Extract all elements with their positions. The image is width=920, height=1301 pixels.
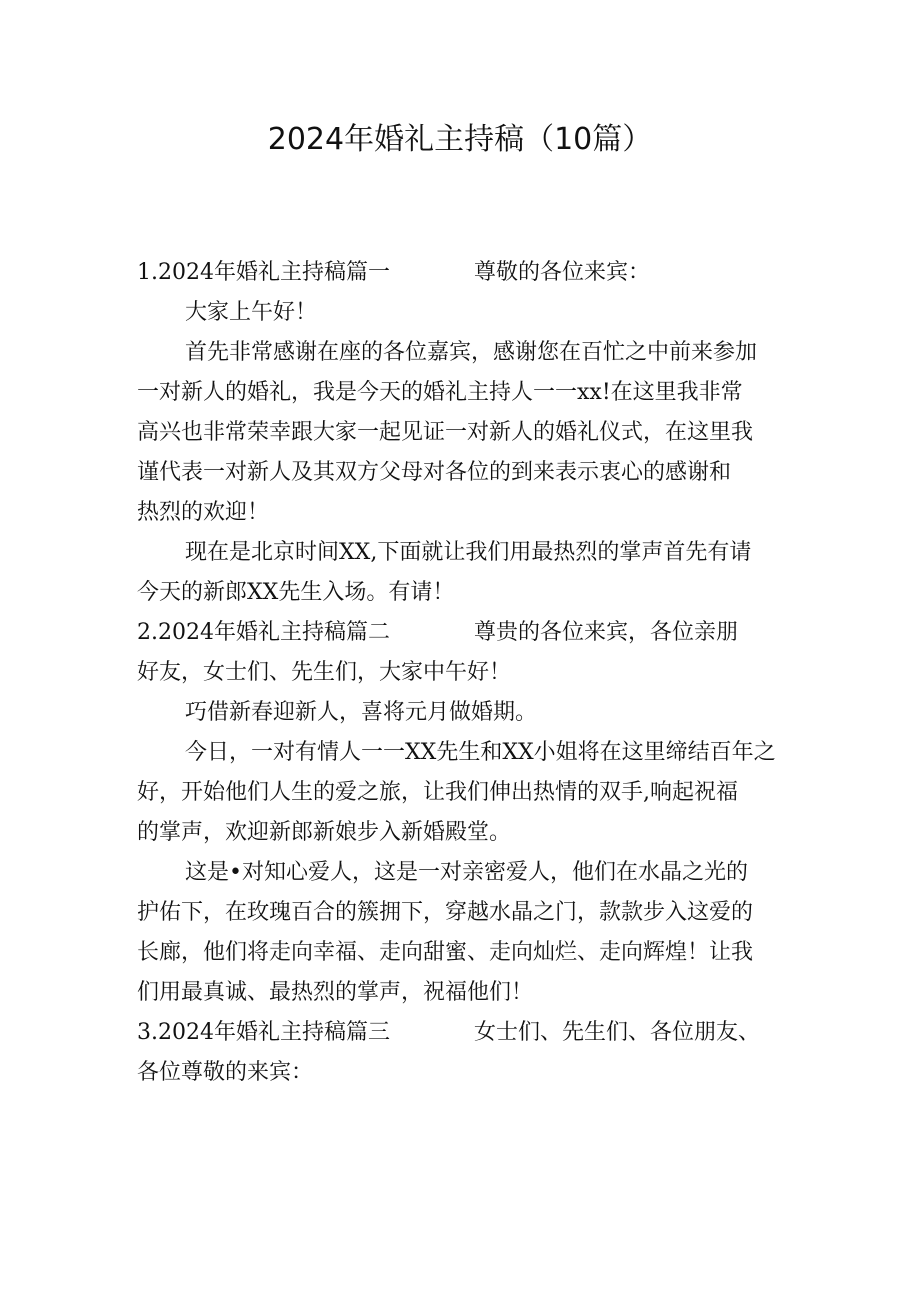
section-heading-label: 2.2024年婚礼主持稿篇二: [137, 620, 390, 645]
section-heading-trailing-text: 尊敬的各位来宾：: [474, 260, 651, 285]
paragraph-line: 们用最真诚、最热烈的掌声，祝福他们！: [137, 980, 534, 1005]
section-heading-1: [137, 253, 787, 293]
paragraph-line: 谨代表一对新人及其双方父母对各位的到来表示衷心的感谢和: [137, 460, 732, 485]
paragraph-line: 现在是北京时间XX,下面就让我们用最热烈的掌声首先有请: [185, 540, 752, 565]
paragraph-line: 热烈的欢迎！: [137, 500, 270, 525]
section-heading-trailing-text: 女士们、先生们、各位朋友、: [474, 1020, 761, 1045]
paragraph-line: 今日，一对有情人一一XX先生和XX小姐将在这里缔结百年之: [185, 740, 776, 765]
document-body: [137, 253, 787, 1093]
paragraph-line: 高兴也非常荣幸跟大家一起见证一对新人的婚礼仪式，在这里我: [137, 420, 754, 445]
section-heading-2: [137, 613, 787, 653]
paragraph-line: 大家上午好！: [185, 300, 318, 325]
section-heading-trailing-text: 尊贵的各位来宾，各位亲朋: [474, 620, 739, 645]
section-heading-continuation: 好友，女士们、先生们，大家中午好！: [137, 660, 512, 685]
paragraph-line: 护佑下，在玫瑰百合的簇拥下，穿越水晶之门，款款步入这爱的: [137, 900, 754, 925]
section-heading-continuation: 各位尊敬的来宾：: [137, 1060, 314, 1085]
section-heading-3: [137, 1013, 787, 1053]
section-heading-label: 1.2024年婚礼主持稿篇一: [137, 260, 390, 285]
section-heading-label: 3.2024年婚礼主持稿篇三: [137, 1020, 390, 1045]
paragraph-line: 首先非常感谢在座的各位嘉宾，感谢您在百忙之中前来参加: [185, 340, 758, 365]
paragraph-line: 巧借新春迎新人，喜将元月做婚期。: [185, 700, 538, 725]
paragraph-line: 的掌声，欢迎新郎新娘步入新婚殿堂。: [137, 820, 512, 845]
paragraph-line: 一对新人的婚礼，我是今天的婚礼主持人一一xx!在这里我非常: [137, 380, 743, 405]
document-title: 2024年婚礼主持稿（10篇）: [267, 122, 653, 157]
paragraph-line: 今天的新郎XX先生入场。有请！: [137, 580, 455, 605]
paragraph-line: 这是•对知心爱人，这是一对亲密爱人，他们在水晶之光的: [185, 860, 748, 885]
paragraph-line: 长廊，他们将走向幸福、走向甜蜜、走向灿烂、走向辉煌！让我: [137, 940, 754, 965]
paragraph-line: 好，开始他们人生的爱之旅，让我们伸出热情的双手,响起祝福: [137, 780, 738, 805]
